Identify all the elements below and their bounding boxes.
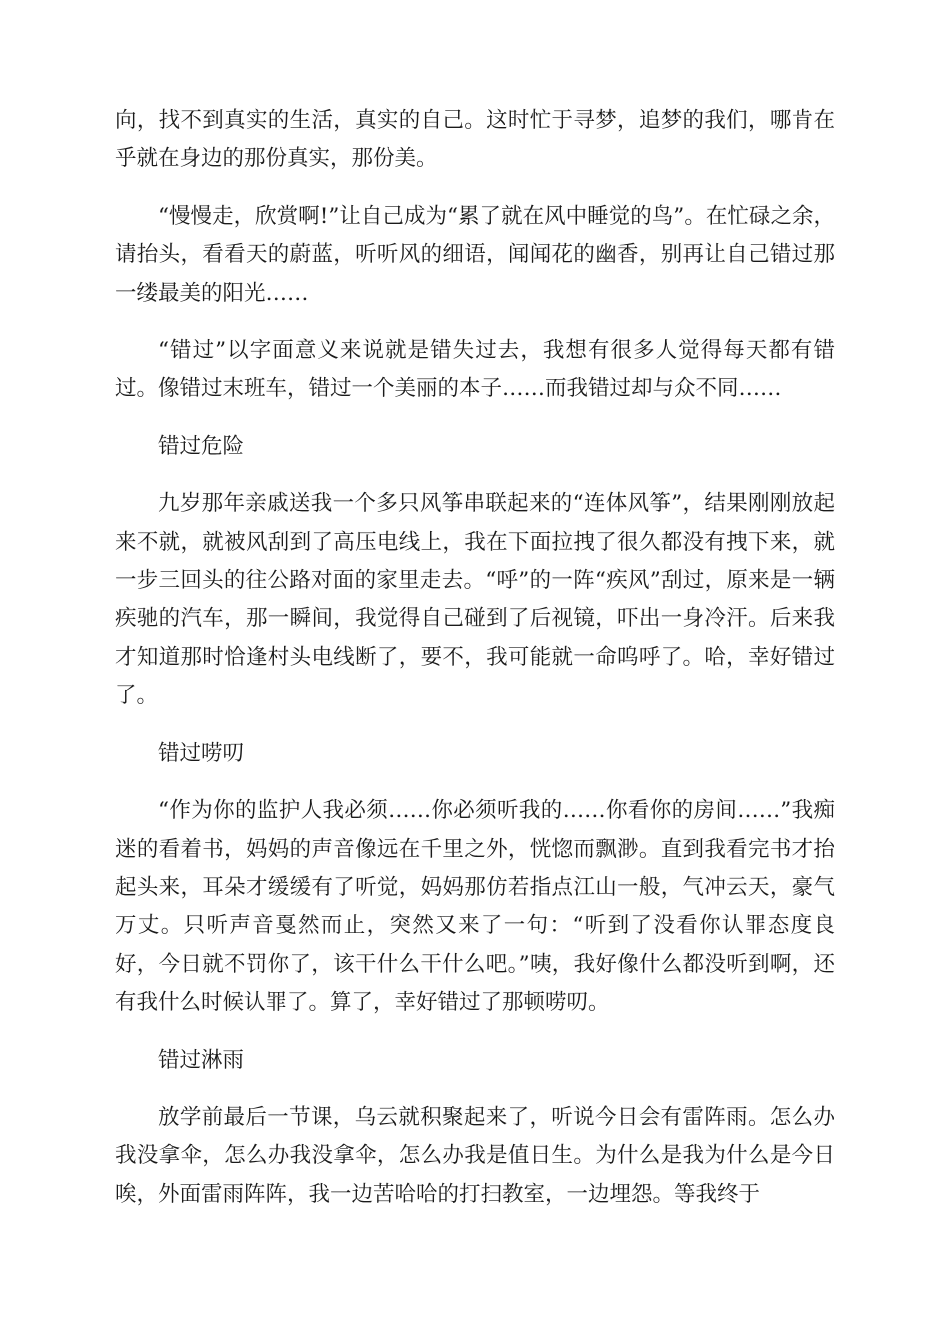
paragraph: 九岁那年亲戚送我一个多只风筝串联起来的“连体风筝”，结果刚刚放起来不就，就被风刮到了高压电线上，我在下面拉拽了很久都没有拽下来，就一步三回头的往公路对面的家里走去。“呼”的一阵“疾风”刮过，原来是一辆疾驰的汽车，那一瞬间，我觉得自己碰到了后视镜，吓出一身冷汗。后来我才知道那时恰逢村头电线断了，要不，我可能就一命呜呼了。哈，幸好错过了。 [115,491,835,709]
document-page [115,102,835,1233]
paragraph: “慢慢走，欣赏啊!”让自己成为“累了就在风中睡觉的鸟”。在忙碌之余，请抬头，看看天的蔚蓝，听听风的细语，闻闻花的幽香，别再让自己错过那一缕最美的阳光…… [115,203,835,306]
paragraph: 放学前最后一节课，乌云就积聚起来了，听说今日会有雷阵雨。怎么办我没拿伞，怎么办我没拿伞，怎么办我是值日生。为什么是我为什么是今日唉，外面雷雨阵阵，我一边苦哈哈的打扫教室，一边埋怨。等我终于 [115,1104,835,1207]
paragraph: “作为你的监护人我必须……你必须听我的……你看你的房间……”我痴迷的看着书，妈妈的声音像远在千里之外，恍惚而飘渺。直到我看完书才抬起头来，耳朵才缓缓有了听觉，妈妈那仿若指点江山一般，气冲云天，豪气万丈。只听声音戛然而止，突然又来了一句：“听到了没看你认罪态度良好，今日就不罚你了，该干什么干什么吧。”咦，我好像什么都没听到啊，还有我什么时候认罪了。算了，幸好错过了那顿唠叨。 [115,798,835,1016]
paragraph: 向，找不到真实的生活，真实的自己。这时忙于寻梦，追梦的我们，哪肯在乎就在身边的那份真实，那份美。 [115,108,835,172]
section-heading: 错过危险 [158,433,245,459]
section-heading: 错过淋雨 [158,1047,245,1073]
section-heading: 错过唠叨 [158,740,245,766]
paragraph: “错过”以字面意义来说就是错失过去，我想有很多人觉得每天都有错过。像错过末班车，错过一个美丽的本子……而我错过却与众不同…… [115,338,835,402]
